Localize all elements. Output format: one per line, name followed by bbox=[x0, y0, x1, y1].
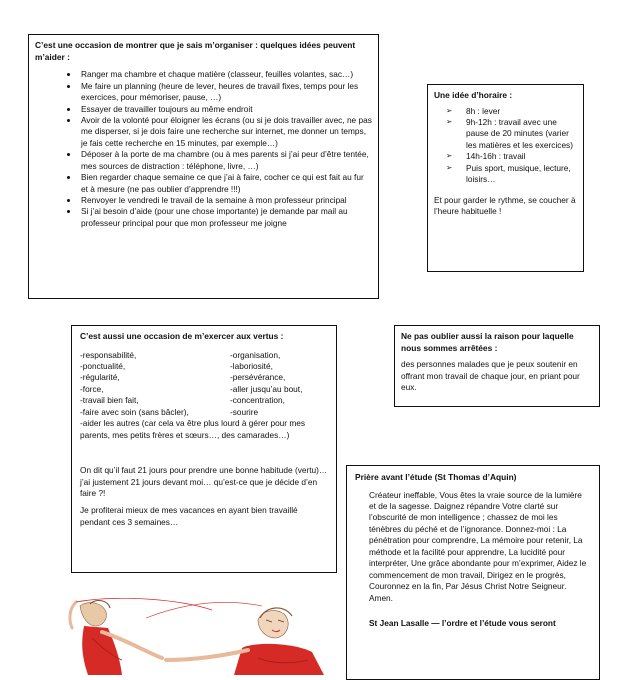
list-item: • Bien regarder chaque semaine ce que j’ai à faire, cocher ce qui est fait au fur et à mesure (ne pas oublier d’apprendre !!!) bbox=[79, 172, 372, 195]
left-dancer-figure bbox=[70, 601, 162, 675]
organisation-title: C’est une occasion de montrer que je sais m’organiser : quelques idées peuvent m’aider : bbox=[35, 40, 356, 62]
vertus-help-others: -aider les autres (car cela va être plus lourd à gérer pour mes parents, mes petits frères et sœurs…, des camarades…) bbox=[80, 418, 306, 440]
list-item: • Avoir de la volonté pour éloigner les écrans (ou si je dois travailler avec, ne pas me disperser, si je dois faire une recherche sur internet, me donner un temps, je fais cette recherche en 15 minutes, par exemple…) bbox=[79, 115, 372, 149]
virtue-item: -force, bbox=[80, 383, 104, 394]
list-item: ➢ 9h-12h : travail avec une pause de 20 minutes (varier les matières et les exercices) bbox=[456, 117, 577, 151]
virtue-item: -faire avec soin (sans bâcler), bbox=[80, 406, 189, 417]
virtue-item: -régularité, bbox=[80, 372, 120, 383]
dancers-illustration bbox=[62, 598, 332, 675]
priere-body bbox=[355, 490, 591, 630]
virtue-item: -organisation, bbox=[230, 349, 281, 360]
virtue-item: -persévérance, bbox=[230, 372, 286, 383]
dancers-drawing bbox=[62, 598, 332, 675]
virtue-item: -sourire bbox=[230, 406, 259, 417]
list-item: • Renvoyer le vendredi le travail de la semaine à mon professeur principal bbox=[79, 195, 372, 206]
raison-title: Ne pas oublier aussi la raison pour laquelle nous sommes arrêtées : bbox=[401, 331, 574, 353]
virtues-grid bbox=[80, 350, 328, 419]
list-item: ➢ 14h-16h : travail bbox=[456, 151, 577, 162]
virtue-item: -aller jusqu’au bout, bbox=[230, 383, 303, 394]
list-item: • Déposer à la porte de ma chambre (ou à mes parents si j’ai peur d’être tentée, mes sources de distraction : téléphone, livre, …) bbox=[79, 149, 372, 172]
list-item: • Essayer de travailler toujours au même endroit bbox=[79, 104, 372, 115]
virtue-item: -ponctualité, bbox=[80, 361, 126, 372]
virtue-item: -responsabilité, bbox=[80, 349, 137, 360]
list-item: • Me faire un planning (heure de lever, heures de travail fixes, temps pour les exercices, pour mémoriser, pause, …) bbox=[79, 81, 372, 104]
raison-text: des personnes malades que je peux soutenir en offrant mon travail de chaque jour, en priant pour eux. bbox=[401, 359, 580, 393]
raison-box bbox=[394, 325, 600, 407]
list-item: • Ranger ma chambre et chaque matière (classeur, feuilles volantes, sac…) bbox=[79, 69, 372, 80]
virtue-item: -travail bien fait, bbox=[80, 395, 139, 406]
horaire-list bbox=[434, 106, 577, 186]
priere-title: Prière avant l’étude (St Thomas d’Aquin) bbox=[355, 472, 517, 482]
horaire-closing: Et pour garder le rythme, se coucher à l’heure habituelle ! bbox=[434, 194, 576, 217]
list-item: ➢ Puis sport, musique, lecture, loisirs… bbox=[456, 163, 577, 186]
horaire-title: Une idée d’horaire : bbox=[434, 90, 513, 100]
priere-box bbox=[346, 465, 600, 680]
horaire-box bbox=[427, 84, 584, 272]
virtue-item: -laboriosité, bbox=[230, 361, 273, 372]
organisation-box bbox=[28, 34, 379, 299]
vertus-title: C’est aussi une occasion de m’exercer aux vertus : bbox=[80, 331, 284, 341]
list-item: ➢ 8h : lever bbox=[456, 106, 577, 117]
right-dancer-figure bbox=[166, 608, 324, 675]
vertus-vacances: Je profiterai mieux de mes vacances en ayant bien travaillé pendant ces 3 semaines… bbox=[80, 505, 298, 527]
organisation-list bbox=[35, 69, 372, 229]
list-item: • Si j’ai besoin d’aide (pour une chose importante) je demande par mail au professeur principal pour que mon professeur me joigne bbox=[79, 206, 372, 229]
priere-amen: Amen. bbox=[369, 592, 393, 603]
virtue-item: -concentration, bbox=[230, 395, 285, 406]
vertus-box bbox=[71, 325, 337, 573]
priere-text: Créateur ineffable, Vous êtes la vraie source de la lumière et de la sagesse. Daignez répandre Votre clarté sur l’obscurité de mon intelligence ; chassez de moi les ténèbres du péché et de l’ignorance. Donnez-moi : La pénétration pour comprendre, La mémoire pour retenir, La méthode et la facilité pour apprendre, La lucidité pour interpréter, Une grâce abondante pour m’exprimer, Aidez le commencement de mon travail, Dirigez en le progrès, Couronnez en la fin, Par Jésus Christ Notre Seigneur. bbox=[369, 489, 587, 592]
priere-tail: St Jean Lasalle — l’ordre et l’étude vous seront bbox=[369, 617, 556, 628]
vertus-21-days: On dit qu’il faut 21 jours pour prendre une bonne habitude (vertu)… j’ai justement 21 jours devant moi… qu’est-ce que je décide d’en faire ?! bbox=[80, 465, 328, 498]
